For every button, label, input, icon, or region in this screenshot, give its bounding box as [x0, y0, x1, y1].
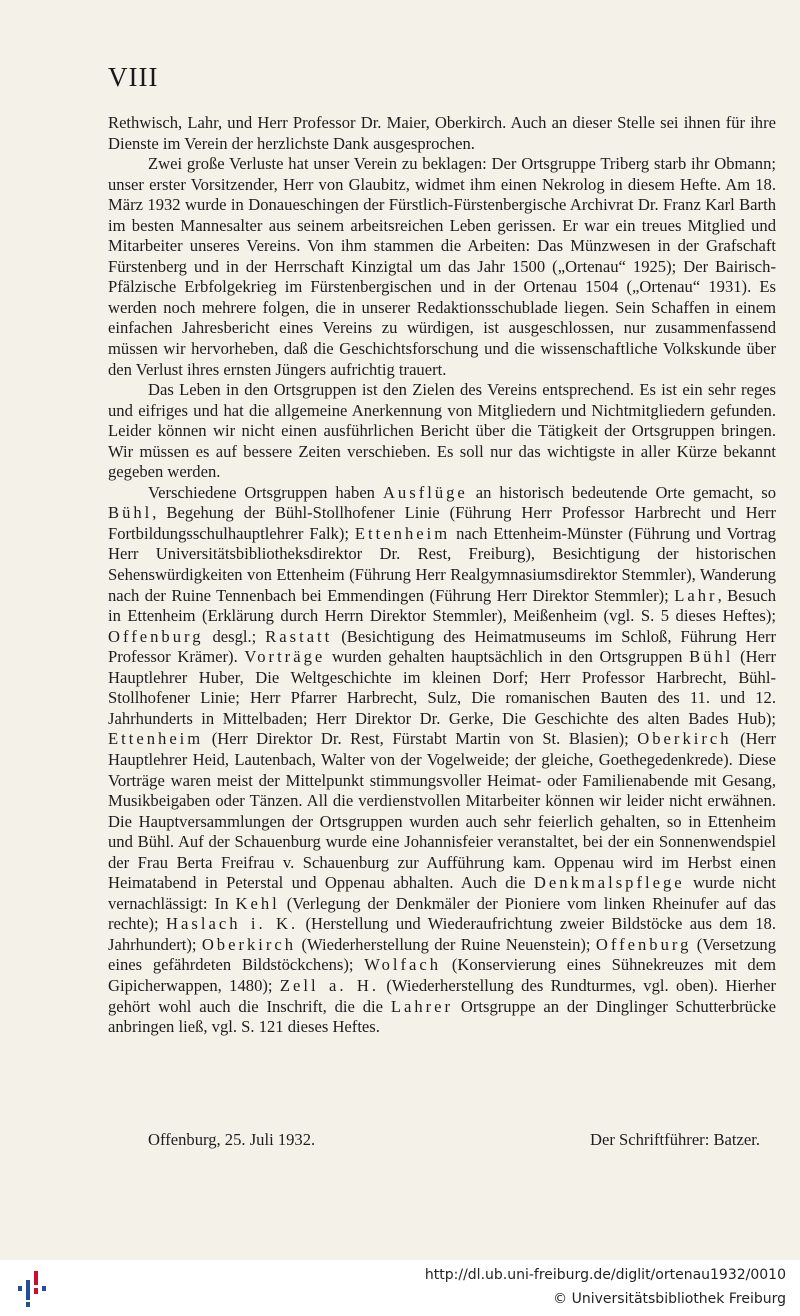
- spaced-term: Kehl: [235, 893, 280, 913]
- spaced-term: Offenburg: [595, 934, 692, 954]
- text-run: (Herstellung und Wiederaufrichtung zweier Bildstöcke aus dem 18. Jahrhundert);: [108, 914, 776, 954]
- page-number: VIII: [108, 62, 159, 92]
- text-run: (Konservierung eines Sühnekreuzes mit dem Gipicherwappen, 1480);: [108, 955, 776, 995]
- spaced-term: Bühl: [689, 647, 734, 667]
- text-run: (Herr Hauptlehrer Huber, Die Weltgeschichte im kleinen Dorf; Herr Professor Harbrecht, Bühl-Stollhofener Linie; Herr Pfarrer Harbrecht, Sulz, Die romanischen Bauten des 11. und 12. Jahrhunderts in Mittelbaden; Herr Direktor Dr. Gerke, Die Geschichte des alten Bades Hub);: [108, 647, 777, 728]
- text-run: desgl.;: [203, 626, 266, 646]
- paragraph-1: Rethwisch, Lahr, und Herr Professor Dr. Maier, Oberkirch. Auch an dieser Stelle sei ihnen für ihre Dienste im Verein der herzlichste Dank ausgesprochen.: [108, 113, 776, 153]
- text-run: , Besuch in Ettenheim (Erklärung durch Herrn Direktor Stemmler), Meißenheim (vgl. S. 5 dieses Heftes);: [108, 585, 776, 626]
- text-run: Ortsgruppe an der Dinglinger Schutterbrücke anbringen ließ, vgl. S. 121 dieses Heftes.: [108, 996, 776, 1037]
- ub-freiburg-logo-icon: [14, 1269, 50, 1309]
- text-run: (Besichtigung des Heimatmuseums im Schloß, Führung Herr Professor Krämer).: [108, 626, 776, 667]
- spaced-term: Lahr: [674, 585, 718, 605]
- spaced-term: Zell a. H.: [279, 975, 379, 995]
- paragraph-3: Das Leben in den Ortsgruppen ist den Zielen des Vereins entsprechend. Es ist ein sehr reges und eifriges und hat die allgemeine Anerkennung von Mitgliedern und Nichtmitgliedern gefunden. Leider können wir nicht einen ausführlichen Bericht über die Tätigkeit der Ortsgruppen bringen. Wir müssen es auf bessere Zeiten verschieben. Es soll nur das wichtigste in aller Kürze bekannt gegeben werden.: [108, 380, 776, 482]
- text-run: (Herr Direktor Dr. Rest, Fürstabt Martin von St. Blasien);: [203, 729, 638, 749]
- spaced-term: Rastatt: [265, 626, 333, 646]
- spaced-term: Offenburg: [108, 626, 204, 646]
- text-run: nach Ettenheim-Münster (Führung und Vortrag Herr Universitätsbibliotheksdirektor Dr. Rest, Freiburg), Besichtigung der historischen Sehenswürdigkeiten von Ettenheim (Führung Herr Realgymnasiumsdirektor Stemmler), Wanderung nach der Ruine Tennenbach bei Emmendingen (Führung Herr Direktor Stemmler);: [108, 523, 776, 605]
- copyright-notice: © Universitätsbibliothek Freiburg: [553, 1291, 786, 1307]
- footer-bar: [0, 1260, 800, 1316]
- text-run: (Wiederherstellung der Ruine Neuenstein);: [296, 934, 596, 954]
- spaced-term: Haslach i. K.: [166, 914, 299, 934]
- text-run: an historisch bedeutende Orte gemacht, so: [467, 482, 776, 502]
- spaced-term: Ausflüge: [382, 482, 468, 502]
- text-run: (Verlegung der Denkmäler der Pioniere vom linken Rheinufer auf das rechte);: [108, 893, 777, 934]
- spaced-term: Denkmalspflege: [533, 873, 685, 893]
- spaced-term: Wolfach: [364, 955, 442, 975]
- signature-line: [148, 1130, 760, 1150]
- text-run: , Begehung der Bühl-Stollhofener Linie (Führung Herr Professor Harbrecht und Herr Fortbildungsschulhauptlehrer Falk);: [108, 503, 776, 543]
- spaced-term: Vorträge: [244, 647, 326, 667]
- spaced-term: Ettenheim: [354, 523, 451, 543]
- spaced-term: Oberkirch: [201, 934, 297, 954]
- spaced-term: Oberkirch: [637, 729, 732, 749]
- text-run: (Wiederherstellung des Rundturmes, vgl. oben). Hierher gehört wohl auch die Inschrift, die die: [108, 975, 776, 1016]
- paragraph-4: [108, 483, 776, 1038]
- document-url-link[interactable]: http://dl.ub.uni-freiburg.de/diglit/ortenau1932/0010: [424, 1267, 786, 1283]
- paragraph-2: Zwei große Verluste hat unser Verein zu beklagen: Der Ortsgruppe Triberg starb ihr Obmann; unser erster Vorsitzender, Herr von Glaubitz, widmet ihm einen Nekrolog in diesem Hefte. Am 18. März 1932 wurde in Donaueschingen der Fürstlich-Fürstenbergische Archivrat Dr. Franz Karl Barth im besten Mannesalter aus seinem arbeitsreichen Leben gerissen. Er war ein treues Mitglied und Mitarbeiter unseres Vereins. Von ihm stammen die Arbeiten: Das Münzwesen in der Grafschaft Fürstenberg und in der Herrschaft Kinzigtal um das Jahr 1500 („Ortenau“ 1925); Der Bairisch-Pfälzische Erbfolgekrieg im Fürstenbergischen und in der Ortenau 1504 („Ortenau“ 1931). Es werden noch mehrere folgen, die in unserer Redaktionsschublade liegen. Sein Schaffen in einem einfachen Jahresbericht eines Vereins zu würdigen, ist ausgeschlossen, nur zusammenfassend müssen wir hervorheben, daß die Geschichtsforschung und die wissenschaftliche Volkskunde über den Verlust ihres ernsten Jüngers aufrichtig trauert.: [108, 154, 776, 379]
- spaced-term: Bühl: [108, 503, 153, 523]
- spaced-term: Ettenheim: [108, 729, 204, 749]
- signer: Der Schriftführer: Batzer.: [589, 1130, 760, 1149]
- text-run: wurde nicht vernachlässigt: In: [108, 873, 777, 913]
- text-run: (Herr Hauptlehrer Heid, Lautenbach, Walter von der Vogelweide; der gleiche, Goethegedenkrede). Diese Vorträge waren meist der Mittelpunkt stimmungsvoller Heimat- oder Familienabende mit Gesang, Musikbeigaben oder Tänzen. All die verdienstvollen Mitarbeiter können wir leider nicht erwähnen. Die Hauptversammlungen der Ortsgruppen wurden auch sehr feierlich gehalten, so in Ettenheim und Bühl. Auf der Schauenburg wurde eine Johannisfeier veranstaltet, bei der ein Sonnenwendspiel der Frau Berta Freifrau v. Schauenburg zur Aufführung kam. Oppenau wird im Herbst einen Heimatabend in Peterstal und Oppenau abhalten. Auch die: [108, 729, 777, 893]
- spaced-term: Lahrer: [390, 996, 454, 1016]
- text-run: wurden gehalten hauptsächlich in den Ortsgruppen: [325, 647, 690, 667]
- body-text: [108, 113, 776, 1038]
- text-run: (Versetzung eines gefährdeten Bildstöckchens);: [108, 934, 776, 975]
- place-date: Offenburg, 25. Juli 1932.: [148, 1130, 316, 1149]
- text-run: Verschiedene Ortsgruppen haben: [148, 482, 383, 502]
